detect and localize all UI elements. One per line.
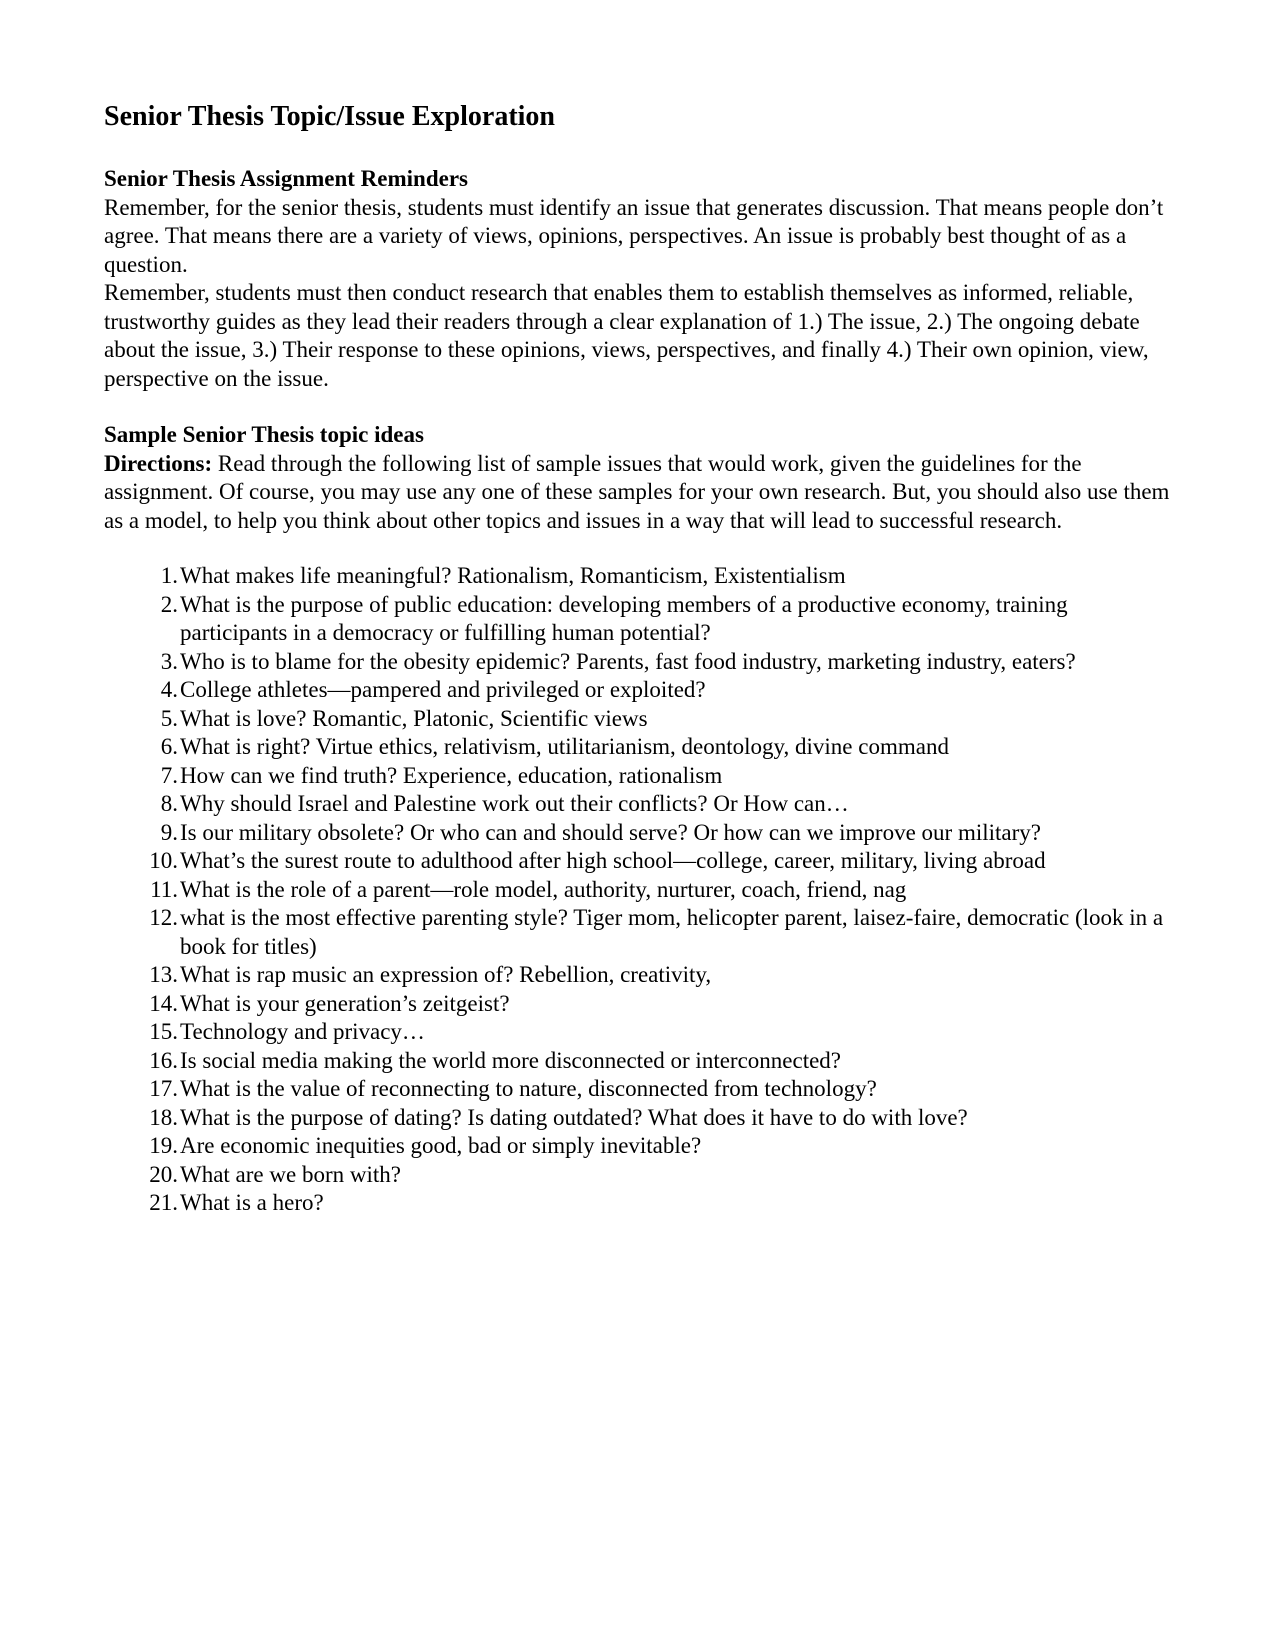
list-item-number-cell xyxy=(104,1161,178,1190)
list-item-number: 21. xyxy=(149,1190,178,1215)
list-item-number: 6. xyxy=(160,734,178,759)
list-item-text: What is a hero? xyxy=(180,1190,324,1215)
list-item xyxy=(104,847,1174,876)
list-item-number-cell xyxy=(104,1189,178,1218)
list-item-number: 7. xyxy=(160,762,178,788)
list-item xyxy=(104,876,1174,905)
list-item xyxy=(104,591,1174,648)
list-item xyxy=(104,733,1174,762)
directions-text: Read through the following list of sample issues that would work, given the guidelines for the assignment. Of course, you may use any one of these samples for your own research. But, you should also use them as a model, to help you think about other topics and issues in a way that will lead to successful research. xyxy=(104,450,1170,533)
list-item-number: 20. xyxy=(149,1161,178,1187)
list-item-number-cell xyxy=(104,819,178,848)
list-item-text: What is your generation’s zeitgeist? xyxy=(180,990,510,1016)
samples-heading: Sample Senior Thesis topic ideas xyxy=(104,422,424,447)
list-item xyxy=(104,990,1174,1019)
list-item-number: 13. xyxy=(149,962,178,987)
list-item-number-cell xyxy=(104,562,178,591)
list-item-number: 17. xyxy=(149,1076,178,1101)
list-item-number-cell xyxy=(104,1104,178,1133)
list-item-text: Who is to blame for the obesity epidemic? Parents, fast food industry, marketing industry, eaters? xyxy=(180,648,1076,674)
list-item xyxy=(104,819,1174,848)
list-item-text: What is the role of a parent—role model, authority, nurturer, coach, friend, nag xyxy=(180,876,907,902)
list-item-number-cell xyxy=(104,847,178,876)
reminders-section xyxy=(104,165,1174,393)
list-item-text: College athletes—pampered and privileged or exploited? xyxy=(180,677,706,702)
list-item-text: What is rap music an expression of? Rebellion, creativity, xyxy=(180,962,712,987)
list-item-number-cell xyxy=(104,1132,178,1161)
list-item-number-cell xyxy=(104,762,178,791)
list-item-text: What are we born with? xyxy=(180,1161,401,1187)
list-item xyxy=(104,648,1174,677)
list-item-text: Is social media making the world more disconnected or interconnected? xyxy=(180,1047,842,1073)
list-item-number-cell xyxy=(104,990,178,1019)
list-item-number: 11. xyxy=(150,876,178,902)
list-item xyxy=(104,1132,1174,1161)
list-item xyxy=(104,790,1174,819)
list-item-number-cell xyxy=(104,676,178,705)
list-item xyxy=(104,904,1174,961)
list-item-number: 16. xyxy=(149,1047,178,1073)
list-item-number-cell xyxy=(104,1075,178,1104)
samples-section xyxy=(104,421,1174,1218)
list-item xyxy=(104,961,1174,990)
list-item-number: 8. xyxy=(160,791,178,816)
list-item-number: 12. xyxy=(149,905,178,930)
list-item xyxy=(104,676,1174,705)
list-item-text: What’s the surest route to adulthood after high school—college, career, military, living abroad xyxy=(180,848,1046,873)
list-item-number: 1. xyxy=(160,563,178,588)
list-item-text: Is our military obsolete? Or who can and should serve? Or how can we improve our military? xyxy=(180,819,1041,845)
reminders-heading: Senior Thesis Assignment Reminders xyxy=(104,166,469,191)
list-item xyxy=(104,762,1174,791)
list-item-text: What is the value of reconnecting to nature, disconnected from technology? xyxy=(180,1076,877,1101)
list-item-text: what is the most effective parenting style? Tiger mom, helicopter parent, laisez-faire, democratic (look in a book for titles) xyxy=(180,905,1164,959)
list-item-number: 18. xyxy=(149,1104,178,1130)
list-item-number-cell xyxy=(104,591,178,648)
list-item-text: What makes life meaningful? Rationalism, Romanticism, Existentialism xyxy=(180,563,846,588)
list-item-text: What is the purpose of public education: developing members of a productive economy, training participants in a democracy or fulfilling human potential? xyxy=(180,591,1068,645)
list-item-number: 3. xyxy=(160,648,178,674)
list-item xyxy=(104,1075,1174,1104)
list-item-text: Are economic inequities good, bad or simply inevitable? xyxy=(180,1133,702,1158)
list-item xyxy=(104,1104,1174,1133)
list-item-number-cell xyxy=(104,904,178,961)
list-item-number: 14. xyxy=(149,990,178,1016)
list-item xyxy=(104,1189,1174,1218)
list-item xyxy=(104,1161,1174,1190)
list-item-number-cell xyxy=(104,961,178,990)
list-item-text: Technology and privacy… xyxy=(180,1019,425,1044)
list-item-number-cell xyxy=(104,790,178,819)
document-page xyxy=(104,100,1174,1218)
list-item-number-cell xyxy=(104,705,178,734)
list-item-text: How can we find truth? Experience, education, rationalism xyxy=(180,762,723,788)
reminders-paragraph-2: Remember, students must then conduct research that enables them to establish themselves as informed, reliable, trustworthy guides as they lead their readers through a clear explanation of 1.) The issue, 2.) The ongoing debate about the issue, 3.) Their response to these opinions, views, perspectives, and finally 4.) Their own opinion, view, perspective on the issue. xyxy=(104,280,1149,391)
list-item xyxy=(104,705,1174,734)
list-item-number-cell xyxy=(104,1047,178,1076)
list-item-number-cell xyxy=(104,1018,178,1047)
page-title: Senior Thesis Topic/Issue Exploration xyxy=(104,101,555,132)
list-item-number: 2. xyxy=(160,591,178,617)
list-item-number: 19. xyxy=(149,1133,178,1158)
list-item xyxy=(104,1018,1174,1047)
list-item-number-cell xyxy=(104,876,178,905)
reminders-paragraph-1: Remember, for the senior thesis, students must identify an issue that generates discussion. That means people don’t agree. That means there are a variety of views, opinions, perspectives. An issue is probably best thought of as a question. xyxy=(104,194,1164,277)
list-item-text: Why should Israel and Palestine work out their conflicts? Or How can… xyxy=(180,791,849,816)
list-item-number: 4. xyxy=(160,677,178,702)
list-item-text: What is love? Romantic, Platonic, Scientific views xyxy=(180,705,648,731)
list-item-number: 10. xyxy=(149,848,178,873)
list-item-number: 5. xyxy=(160,705,178,731)
topic-list xyxy=(104,562,1174,1218)
directions-paragraph xyxy=(104,450,1174,536)
list-item-number: 15. xyxy=(149,1019,178,1044)
list-item-number: 9. xyxy=(160,819,178,845)
list-item-number-cell xyxy=(104,648,178,677)
list-item xyxy=(104,562,1174,591)
list-item-text: What is the purpose of dating? Is dating outdated? What does it have to do with love? xyxy=(180,1104,968,1130)
list-item-number-cell xyxy=(104,733,178,762)
directions-label: Directions: xyxy=(104,450,213,476)
list-item-text: What is right? Virtue ethics, relativism, utilitarianism, deontology, divine command xyxy=(180,734,949,759)
list-item xyxy=(104,1047,1174,1076)
